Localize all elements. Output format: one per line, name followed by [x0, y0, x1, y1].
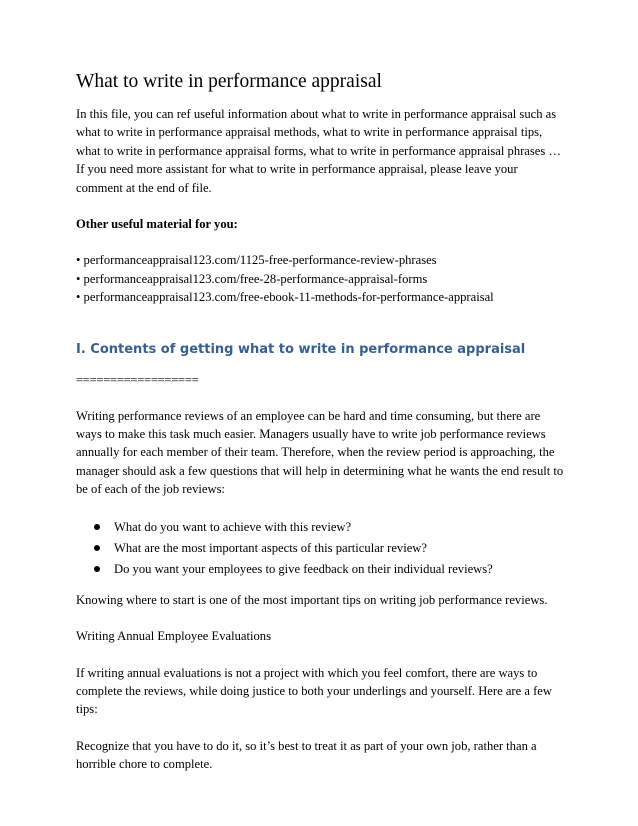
other-material-label: Other useful material for you: [76, 217, 238, 232]
list-item-text: Do you want your employees to give feedback on their individual reviews? [114, 561, 493, 576]
resource-link[interactable]: • performanceappraisal123.com/free-28-performance-appraisal-forms [76, 271, 428, 286]
intro-reviews-paragraph [76, 407, 566, 499]
bullet-icon [94, 545, 100, 551]
bullet-icon [94, 524, 100, 530]
paragraph-line: be of each of the job reviews: [76, 482, 225, 497]
paragraph-line: annually for each member of their team. Therefore, when the review period is approaching, the [76, 445, 555, 460]
intro-line: comment at the end of file. [76, 180, 212, 195]
list-item-text: What are the most important aspects of this particular review? [114, 540, 427, 555]
paragraph-line: ways to make this task much easier. Managers usually have to write job performance reviews [76, 427, 546, 442]
paragraph-line: tips: [76, 702, 98, 717]
paragraph-line: Writing performance reviews of an employee can be hard and time consuming, but there are [76, 408, 541, 423]
paragraph-line: manager should ask a few questions that will help in determining what he wants the end result to [76, 463, 564, 478]
list-item-text: What do you want to achieve with this review? [114, 519, 352, 534]
resource-link[interactable]: • performanceappraisal123.com/1125-free-performance-review-phrases [76, 253, 437, 268]
paragraph-line: Recognize that you have to do it, so it’s best to treat it as part of your own job, rather than a [76, 738, 537, 753]
bullet-icon [94, 566, 100, 572]
document-body [76, 70, 566, 774]
intro-line: If you need more assistant for what to write in performance appraisal, please leave your [76, 162, 518, 177]
links-list [76, 251, 566, 306]
intro-line: what to write in performance appraisal forms, what to write in performance appraisal phrases … [76, 143, 562, 158]
separator-line: ================== [76, 372, 199, 387]
list-item [76, 559, 566, 580]
resource-link[interactable]: • performanceappraisal123.com/free-ebook-11-methods-for-performance-appraisal [76, 290, 494, 305]
annual-evaluations-paragraph [76, 664, 566, 719]
intro-line: what to write in performance appraisal methods, what to write in performance appraisal tips, [76, 125, 543, 140]
paragraph-line: complete the reviews, while doing justice to both your underlings and yourself. Here are a few [76, 683, 552, 698]
recognize-paragraph [76, 737, 566, 774]
document-title: What to write in performance appraisal [76, 71, 382, 92]
list-item [76, 538, 566, 559]
paragraph-line: If writing annual evaluations is not a project with which you feel comfort, there are ways to [76, 665, 538, 680]
intro-line: In this file, you can ref useful information about what to write in performance appraisal such as [76, 107, 557, 121]
section-heading: I. Contents of getting what to write in performance appraisal [76, 341, 526, 357]
intro-paragraph [76, 105, 566, 197]
list-item [76, 517, 566, 538]
questions-list [76, 517, 566, 580]
paragraph-line: horrible chore to complete. [76, 757, 213, 772]
subheading-annual-evaluations: Writing Annual Employee Evaluations [76, 629, 272, 644]
knowing-paragraph: Knowing where to start is one of the most important tips on writing job performance reviews. [76, 592, 548, 607]
